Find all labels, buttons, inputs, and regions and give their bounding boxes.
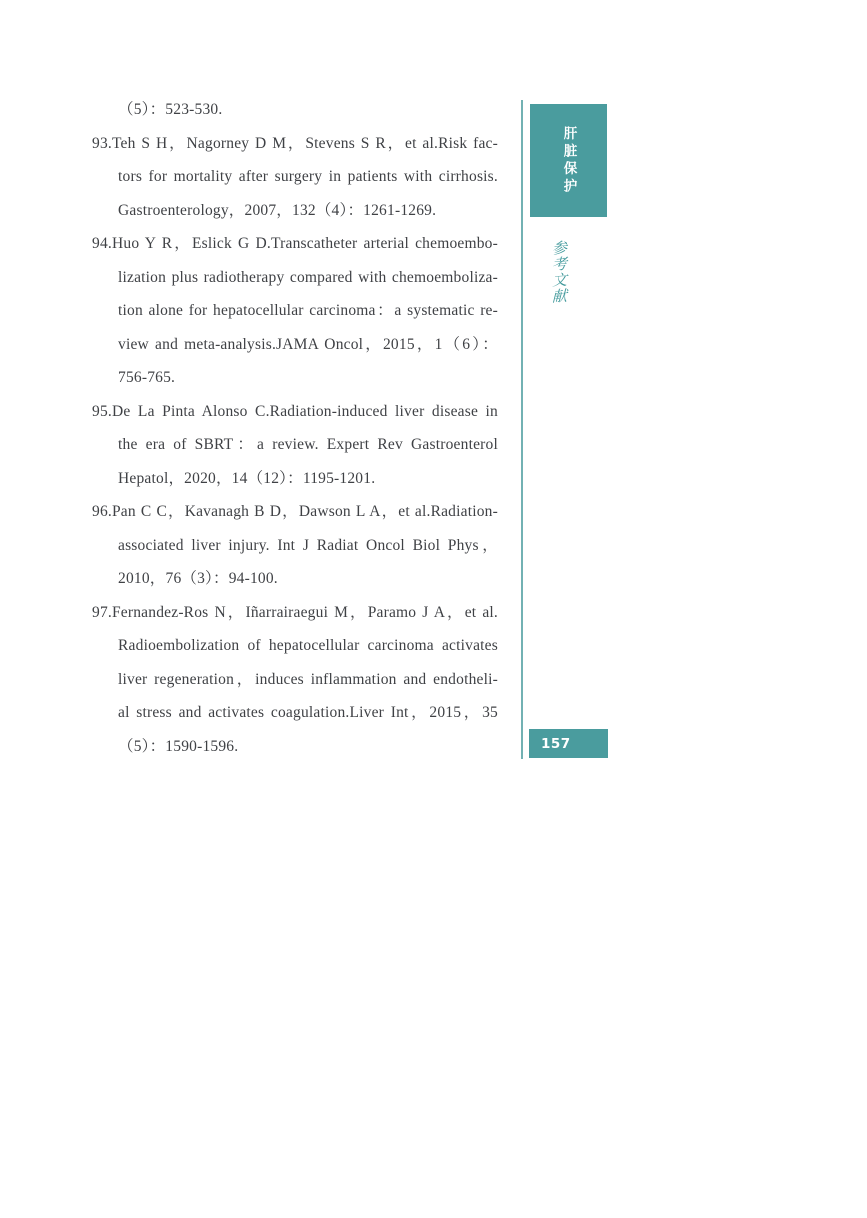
sidebar-vertical-rule [521,100,523,759]
reference-item [92,395,498,496]
references-list [92,93,498,763]
reference-item [92,127,498,228]
reference-line: Radioembolization of hepatocellular carcinoma activates [118,637,498,654]
reference-line: liver regeneration，induces inflammation and endotheli- [118,670,498,688]
reference-line: （5）：1590-1596. [118,737,239,755]
reference-line: al stress and activates coagulation.Liver Int，2015，35 [118,704,498,721]
reference-item [92,495,498,596]
reference-line: view and meta-analysis.JAMA Oncol，2015，1（6）： [118,335,498,353]
reference-line: 93.Teh S H，Nagorney D M，Stevens S R，et al.Risk fac- [92,134,498,152]
reference-line: Hepatol，2020，14（12）：1195-1201. [118,469,376,487]
reference-item [92,93,498,127]
reference-line: （5）：523-530. [118,101,223,118]
reference-line: tors for mortality after surgery in patients with cirrhosis. [118,168,498,185]
reference-item [92,596,498,764]
page-number: 157 [541,735,571,752]
reference-line: 97.Fernandez-Ros N，Iñarrairaegui M，Paramo J A，et al. [92,603,498,621]
reference-line: the era of SBRT：a review. Expert Rev Gastroenterol [118,436,498,453]
reference-line: Gastroenterology，2007，132（4）：1261-1269. [118,201,437,219]
reference-line: associated liver injury. Int J Radiat Oncol Biol Phys， [118,536,498,554]
reference-line: lization plus radiotherapy compared with chemoemboliza- [118,268,498,286]
chapter-tab-label: 肝脏保护 [560,125,577,196]
reference-line: 95.De La Pinta Alonso C.Radiation-induced liver disease in [92,402,498,420]
page-number-badge [529,729,608,758]
reference-line: 2010，76（3）：94-100. [118,570,278,587]
chapter-tab [530,104,607,217]
reference-line: 96.Pan C C，Kavanagh B D，Dawson L A，et al.Radiation- [92,503,498,520]
reference-line: tion alone for hepatocellular carcinoma：a systematic re- [118,302,498,319]
reference-line: 94.Huo Y R，Eslick G D.Transcatheter arterial chemoembo- [92,235,498,252]
reference-line: 756-765. [118,369,176,386]
reference-item [92,227,498,395]
section-label: 参考文献 [550,239,568,305]
